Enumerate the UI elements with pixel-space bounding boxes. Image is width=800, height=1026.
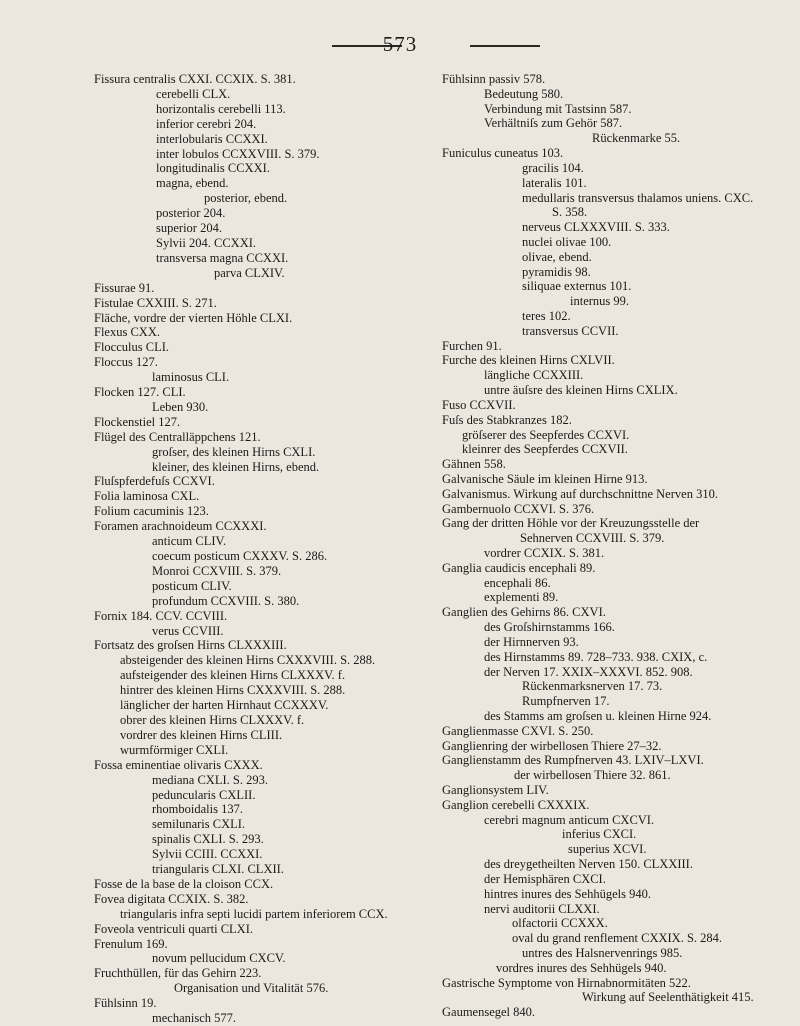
index-entry: Fossa eminentiae olivaris CXXX. xyxy=(94,757,263,772)
index-entry: aufsteigender des kleinen Hirns CLXXXV. f. xyxy=(120,668,346,683)
index-entry: hintrer des kleinen Hirns CXXXVIII. S. 288. xyxy=(120,683,346,698)
index-entry: gröſserer des Seepferdes CCXVI. xyxy=(462,427,630,442)
index-entry: der wirbellosen Thiere 32. 861. xyxy=(514,768,671,783)
index-entry: olfactorii CCXXX. xyxy=(512,916,608,931)
index-entry: explementi 89. xyxy=(484,590,559,605)
index-entry: des dreygetheilten Nerven 150. CLXXIII. xyxy=(484,857,693,872)
index-entry: medullaris transversus thalamos uniens. CXC. xyxy=(522,190,754,205)
index-entry: des Hirnstamms 89. 728–733. 938. CXIX, c. xyxy=(484,649,708,664)
index-entry: interlobularis CCXXI. xyxy=(156,131,268,146)
index-entry: Ganglia caudicis encephali 89. xyxy=(442,560,596,575)
index-entry: nervi auditorii CLXXI. xyxy=(484,901,600,916)
index-entry: inter lobulos CCXXVIII. S. 379. xyxy=(156,146,320,161)
index-entry: triangularis infra septi lucidi partem inferiorem CCX. xyxy=(120,906,388,921)
index-entry: Fühlsinn 19. xyxy=(94,996,157,1011)
index-entry: der Hemisphären CXCI. xyxy=(484,871,606,886)
index-entry: Fuso CCXVII. xyxy=(442,397,516,412)
index-entry: rhomboidalis 137. xyxy=(152,802,243,817)
index-entry: kleinrer des Seepferdes CCXVII. xyxy=(462,442,628,457)
index-entry: der Nerven 17. XXIX–XXXVI. 852. 908. xyxy=(484,664,693,679)
index-entry: Gambernuolo CCXVI. S. 376. xyxy=(442,501,595,516)
index-entry: Fühlsinn passiv 578. xyxy=(442,72,546,86)
index-column-right xyxy=(442,72,792,1020)
index-entry: Gang der dritten Höhle vor der Kreuzungsstelle der xyxy=(442,516,700,531)
index-entry: Folium cacuminis 123. xyxy=(94,504,209,519)
index-entry: anticum CLIV. xyxy=(152,534,227,549)
index-entry: Monroi CCXVIII. S. 379. xyxy=(152,563,282,578)
index-entry: Gastrische Symptome von Hirnabnormitäten 522. xyxy=(442,975,691,990)
index-entry: cerebri magnum anticum CXCVI. xyxy=(484,812,655,827)
index-entry: verus CCVIII. xyxy=(152,623,224,638)
index-entry: länglicher der harten Hirnhaut CCXXXV. xyxy=(120,698,329,713)
index-entry: profundum CCXVIII. S. 380. xyxy=(152,593,300,608)
index-entry: Ganglien des Gehirns 86. CXVI. xyxy=(442,605,606,620)
index-entry: des Stamms am groſsen u. kleinen Hirne 924. xyxy=(484,708,712,723)
index-entry: Fruchthüllen, für das Gehirn 223. xyxy=(94,966,262,981)
index-entry: coecum posticum CXXXV. S. 286. xyxy=(152,549,328,563)
index-entry: posticum CLIV. xyxy=(152,578,232,593)
index-entry: transversa magna CCXXI. xyxy=(156,250,289,265)
index-entry: Rumpfnerven 17. xyxy=(522,694,610,709)
index-entry: horizontalis cerebelli 113. xyxy=(156,101,286,116)
index-entry: Fissurae 91. xyxy=(94,280,155,295)
index-entry: Foveola ventriculi quarti CLXI. xyxy=(94,921,253,936)
index-entry: Fissura centralis CXXI. CCXIX. S. 381. xyxy=(94,72,296,86)
index-entry: Flexus CXX. xyxy=(94,325,160,340)
index-entry: cerebelli CLX. xyxy=(156,86,231,101)
index-entry: Funiculus cuneatus 103. xyxy=(442,146,564,161)
index-entry: Ganglienring der wirbellosen Thiere 27–32. xyxy=(442,738,662,753)
index-entry: obrer des kleinen Hirns CLXXXV. f. xyxy=(120,712,305,727)
index-entry: vordrer CCXIX. S. 381. xyxy=(484,546,605,560)
index-entry: Foramen arachnoideum CCXXXI. xyxy=(94,519,267,534)
index-entry: Fläche, vordre der vierten Höhle CLXI. xyxy=(94,310,293,325)
index-entry: wurmförmiger CXLI. xyxy=(120,742,229,757)
index-entry: Verbindung mit Tastsinn 587. xyxy=(484,101,632,116)
index-entry: Bedeutung 580. xyxy=(484,86,564,101)
index-entry: des Groſshirnstamms 166. xyxy=(484,620,615,635)
index-entry: inferius CXCI. xyxy=(562,827,637,842)
index-entry: nerveus CLXXXVIII. S. 333. xyxy=(522,220,670,235)
index-entry: Frenulum 169. xyxy=(94,936,168,951)
index-entry: längliche CCXXIII. xyxy=(484,368,584,383)
index-entry: Flockenstiel 127. xyxy=(94,414,181,429)
index-entry: laminosus CLI. xyxy=(152,370,230,385)
index-entry: Flocculus CLI. xyxy=(94,340,169,355)
index-entry: Galvanismus. Wirkung auf durchschnittne Nerven 310. xyxy=(442,486,718,501)
index-entry: Ganglienmasse CXVI. S. 250. xyxy=(442,723,594,738)
index-entry: Fistulae CXXIII. S. 271. xyxy=(94,295,217,310)
index-entry: encephali 86. xyxy=(484,575,551,590)
index-entry: Rückenmarksnerven 17. 73. xyxy=(522,679,663,694)
index-entry: magna, ebend. xyxy=(156,176,229,191)
index-entry: mechanisch 577. xyxy=(152,1011,237,1026)
index-entry: absteigender des kleinen Hirns CXXXVIII. S. 288. xyxy=(120,653,376,668)
index-entry: pyramidis 98. xyxy=(522,264,591,279)
index-entry: Furche des kleinen Hirns CXLVII. xyxy=(442,353,615,368)
index-entry: peduncularis CXLII. xyxy=(152,787,256,802)
index-entry: Sylvii 204. CCXXI. xyxy=(156,235,257,250)
index-entry: Fosse de la base de la cloison CCX. xyxy=(94,876,274,891)
index-entry: superior 204. xyxy=(156,221,222,236)
index-entry: oval du grand renflement CXXIX. S. 284. xyxy=(512,931,723,946)
index-entry: Ganglionsystem LIV. xyxy=(442,783,549,797)
index-entry: Gaumensegel 840. xyxy=(442,1005,536,1020)
index-entry: semilunaris CXLI. xyxy=(152,817,246,832)
index-entry: spinalis CXLI. S. 293. xyxy=(152,832,264,847)
index-entry: groſser, des kleinen Hirns CXLI. xyxy=(152,444,316,459)
index-entry: Organisation und Vitalität 576. xyxy=(174,981,329,996)
index-entry: olivae, ebend. xyxy=(522,249,592,264)
index-entry: hintres inures des Sehhügels 940. xyxy=(484,886,651,901)
index-entry: vordrer des kleinen Hirns CLIII. xyxy=(120,727,283,742)
index-entry: novum pellucidum CXCV. xyxy=(152,951,286,966)
index-entry: superius XCVI. xyxy=(568,842,647,857)
index-entry: parva CLXIV. xyxy=(214,265,285,280)
index-entry: nuclei olivae 100. xyxy=(522,234,612,249)
page-number: 573 xyxy=(382,32,418,56)
index-entry: Furchen 91. xyxy=(442,338,502,353)
index-entry: S. 358. xyxy=(552,205,588,220)
header-rule-right xyxy=(470,45,540,47)
index-entry: Gähnen 558. xyxy=(442,457,506,472)
index-entry: triangularis CLXI. CLXII. xyxy=(152,862,284,877)
index-entry: mediana CXLI. S. 293. xyxy=(152,772,268,787)
index-entry: Floccus 127. xyxy=(94,355,158,370)
index-entry: Folia laminosa CXL. xyxy=(94,489,200,504)
index-entry: Rückenmarke 55. xyxy=(592,131,681,146)
index-entry: Fluſspferdefuſs CCXVI. xyxy=(94,474,215,489)
index-entry: Flocken 127. CLI. xyxy=(94,385,186,400)
index-column-left xyxy=(94,72,434,1026)
index-entry: posterior, ebend. xyxy=(204,191,288,206)
index-entry: kleiner, des kleinen Hirns, ebend. xyxy=(152,459,320,474)
index-entry: Fortsatz des groſsen Hirns CLXXXIII. xyxy=(94,638,287,653)
index-entry: Ganglion cerebelli CXXXIX. xyxy=(442,797,590,812)
index-entry: posterior 204. xyxy=(156,206,226,221)
index-entry: Wirkung auf Seelenthätigkeit 415. xyxy=(582,990,754,1005)
index-entry: vordres inures des Sehhügels 940. xyxy=(496,960,667,975)
index-entry: internus 99. xyxy=(570,294,630,309)
index-entry: Fuſs des Stabkranzes 182. xyxy=(442,412,572,427)
index-entry: Leben 930. xyxy=(152,399,209,414)
index-entry: Verhältniſs zum Gehör 587. xyxy=(484,116,623,131)
index-entry: siliquae externus 101. xyxy=(522,279,632,294)
index-entry: Fovea digitata CCXIX. S. 382. xyxy=(94,891,249,906)
index-entry: Ganglienstamm des Rumpfnerven 43. LXIV–LXVI. xyxy=(442,753,704,768)
index-entry: Galvanische Säule im kleinen Hirne 913. xyxy=(442,471,648,486)
index-entry: teres 102. xyxy=(522,309,571,323)
index-entry: transversus CCVII. xyxy=(522,323,619,338)
index-entry: gracilis 104. xyxy=(522,160,584,175)
index-entry: Flügel des Centralläppchens 121. xyxy=(94,429,261,444)
index-entry: longitudinalis CCXXI. xyxy=(156,161,270,176)
index-entry: untres des Halsnervenrings 985. xyxy=(522,945,683,960)
index-entry: untre äuſsre des kleinen Hirns CXLIX. xyxy=(484,383,678,398)
index-entry: inferior cerebri 204. xyxy=(156,116,257,131)
page-header xyxy=(0,30,800,58)
index-entry: Sehnerven CCXVIII. S. 379. xyxy=(520,531,665,546)
index-entry: lateralis 101. xyxy=(522,175,587,190)
index-entry: Fornix 184. CCV. CCVIII. xyxy=(94,608,228,623)
index-entry: der Hirnnerven 93. xyxy=(484,634,579,649)
index-entry: Sylvii CCIII. CCXXI. xyxy=(152,847,263,862)
